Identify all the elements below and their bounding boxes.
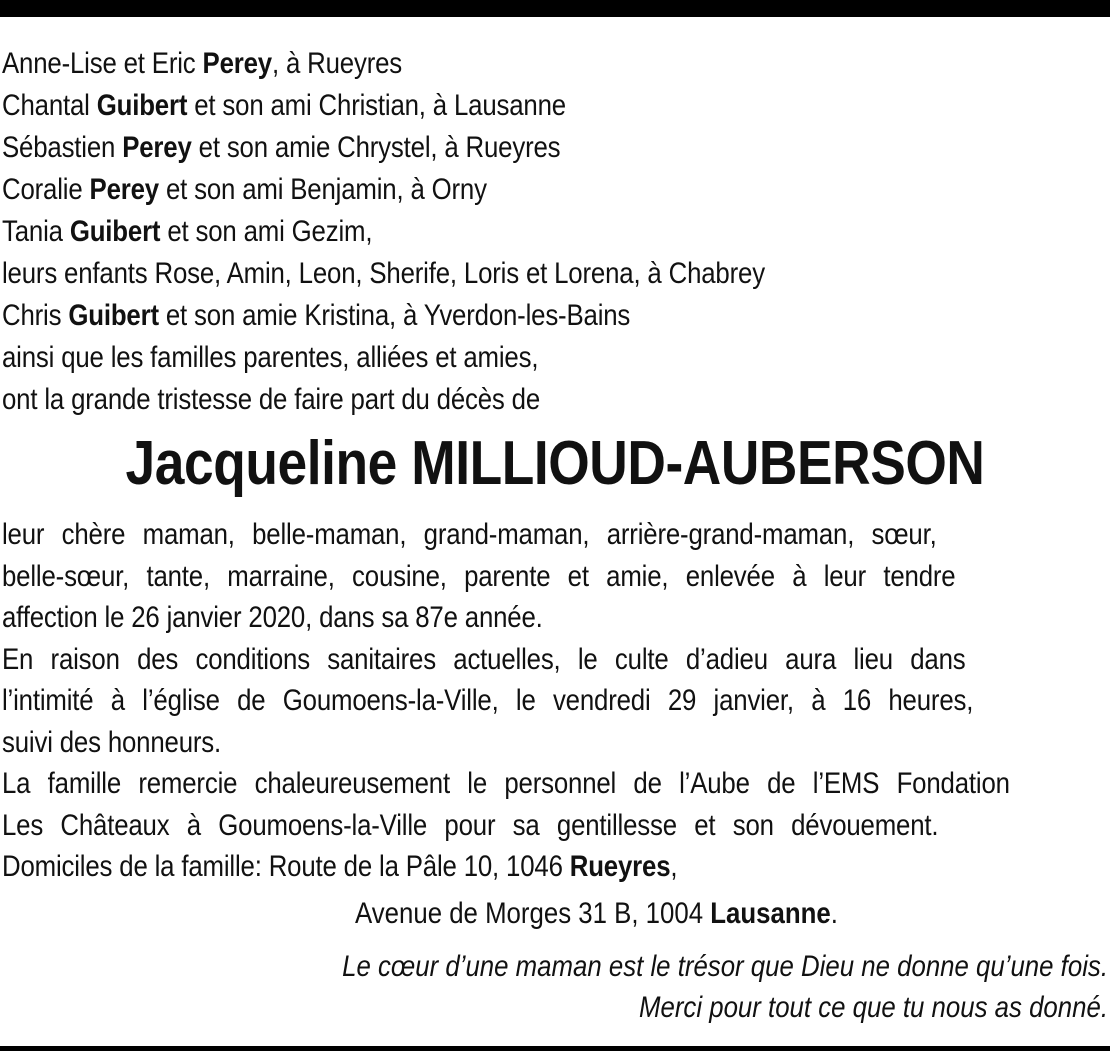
family-line: Tania Guibert et son ami Gezim, [2, 215, 373, 248]
family-announcement-list [2, 43, 1102, 421]
body-line: Les Châteaux à Goumoens-la-Ville pour sa gentillesse et son dévouement. [2, 808, 939, 842]
body-line: belle-sœur, tante, marraine, cousine, parente et amie, enlevée à leur tendre [2, 559, 956, 593]
family-line: Anne-Lise et Eric Perey, à Rueyres [2, 47, 403, 80]
family-line: ainsi que les familles parentes, alliées et amies, [2, 341, 539, 374]
family-line: Coralie Perey et son ami Benjamin, à Orny [2, 173, 487, 206]
domicile-line-2: Avenue de Morges 31 B, 1004 Lausanne. [355, 897, 838, 930]
deceased-name-heading: Jacqueline MILLIOUD-AUBERSON [125, 429, 985, 498]
body-line: suivi des honneurs. [2, 725, 222, 759]
closing-quote-line-1: Le cœur d’une maman est le trésor que Dieu ne donne qu’une fois. [342, 950, 1108, 983]
body-line: leur chère maman, belle-maman, grand-maman, arrière-grand-maman, sœur, [2, 518, 937, 551]
bottom-border-rule [0, 1046, 1110, 1051]
domicile-line-1: Domiciles de la famille: Route de la Pâle 10, 1046 Rueyres, [2, 850, 678, 883]
announcement-body [2, 514, 1108, 888]
top-border-rule [0, 0, 1110, 17]
body-line: affection le 26 janvier 2020, dans sa 87e année. [2, 601, 543, 634]
family-line: Chantal Guibert et son ami Christian, à Lausanne [2, 89, 566, 122]
body-line: La famille remercie chaleureusement le personnel de l’Aube de l’EMS Fondation [2, 767, 1010, 800]
family-line: ont la grande tristesse de faire part du décès de [2, 383, 541, 416]
body-line: l’intimité à l’église de Goumoens-la-Ville, le vendredi 29 janvier, à 16 heures, [2, 684, 974, 717]
family-line: leurs enfants Rose, Amin, Leon, Sherife, Loris et Lorena, à Chabrey [2, 257, 765, 290]
closing-quote-line-2: Merci pour tout ce que tu nous as donné. [638, 991, 1108, 1024]
body-line: En raison des conditions sanitaires actuelles, le culte d’adieu aura lieu dans [2, 642, 966, 676]
family-line: Sébastien Perey et son amie Chrystel, à Rueyres [2, 131, 561, 164]
family-line: Chris Guibert et son amie Kristina, à Yverdon-les-Bains [2, 299, 631, 332]
